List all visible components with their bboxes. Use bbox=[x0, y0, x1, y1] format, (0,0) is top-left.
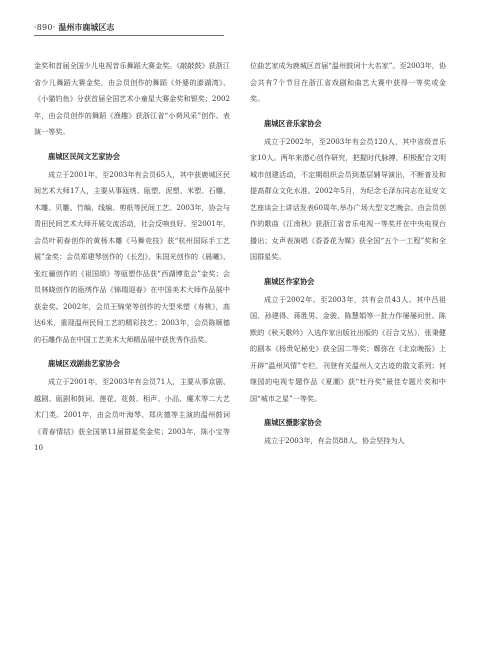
running-header bbox=[34, 15, 224, 33]
header-rule bbox=[34, 35, 224, 36]
paragraph-photographers: 成立于2003年，有会员88人。协会坚持为人 bbox=[264, 436, 405, 445]
paragraph-musicians: 成立于2002年，至2003年有会员120人，其中省级音乐家10人。两年来潜心创作研究，把握时代脉搏，积极配合文明城市创建活动，不定期组织会员到基层辅导演出，不断普及和提高群众文化水准。2002年5月，为纪念毛泽东同志在延安文艺座谈会上讲话发表60周年,举办广场大型文艺晚会。由会员创作的歌曲《江南秋》获浙江省音乐电视一等奖并在中央电视台播出；女声表演唱《香香花为媒》获全国“五个一工程”奖和全国群星奖。 bbox=[250, 136, 446, 261]
continued-paragraph: 金奖和首届全国少儿电视音乐舞蹈大赛金奖。《敲敲鼓》获浙江省少儿舞蹈大赛金奖，由会员创作的舞蹈《外婆的澎湖湾》、《小猫钓鱼》分获首届全国艺术小童星大赛金奖和银奖；2002年，由会员创作的舞蹈《渔趣》获浙江省“小荷风采”创作、表演一等奖。 bbox=[34, 61, 230, 136]
page-number: ·890· bbox=[34, 23, 56, 32]
left-column bbox=[34, 58, 230, 457]
section-heading-drama-quyi: 鹿城区戏剧曲艺家协会 bbox=[48, 359, 120, 368]
paragraph-folk-artists: 成立于2001年，至2003年有会员65人，其中获鹿城区民间艺术大师17人，主要从事瓯绣、瓯塑、泥塑、米塑、石雕、木雕、贝雕、竹编、线编、剪纸等民间工艺。2003年，协会与青田民间艺术大师开展交流活动，社会反响良好。至2001年，会员叶莉春创作的黄杨木雕《马舞竞技》获“杭州国际手工艺展”金奖；会员郑建琴创作的《长烈》、朱国光创作的《晨曦》、张红骊创作的《祖国颂》等瓯塑作品获“西湖博览会”金奖；会员林晓创作的瓯绣作品《锦瑞迎春》在中国美术大师作品展中获金奖。2002年，会员王锦荣等创作的大型米塑《寿桃》，高达6米，重现温州民间工艺的精彩技艺；2003年，会员陈顺德的石雕作品在中国工艺美术大师精品展中获优秀作品奖。 bbox=[34, 169, 230, 344]
right-column bbox=[250, 58, 446, 450]
section-heading-folk-artists: 鹿城区民间文艺家协会 bbox=[48, 151, 120, 161]
paragraph-writers: 成立于2002年。至2003年，共有会员43人。其中吕祖国、孙建得、蒋胜男、金骏、陈慧娟等一批力作屡屡问世。陈默的《秋天歌吟》入选作家出版社出版的《百合文丛》，张秉健的剧本《杨贵妃秘史》获全国二等奖；鄭弥在《北京晚报》上开辟“温州风情”专栏，刊登有关温州人文古迹的散文系列；何继园的电视专题作品《夏潮》获“牡丹奖”最佳专题片奖和中国“城市之星”一等奖。 bbox=[250, 294, 446, 403]
section-heading-musicians: 鹿城区音乐家协会 bbox=[264, 118, 322, 128]
continued-paragraph: 位曲艺家成为鹿城区首届“温州鼓词十大名家”。至2003年，协会共有7个节目在浙江省戏剧和曲艺大赛中获得一等奖或金奖。 bbox=[250, 61, 446, 103]
paragraph-drama-quyi: 成立于2001年，至2003年有会员71人，主要从事京剧、越剧、瓯剧和鼓词、莲花、花鼓、相声、小品、魔术等二大艺术门类。2001年，由会员叶海琴、郑庆德等主演的温州鼓词《青春情结》获全国第11届群星奖金奖；2003年，陈小宝等10 bbox=[34, 377, 230, 452]
book-title: 温州市鹿城区志 bbox=[58, 23, 115, 32]
section-heading-photographers: 鹿城区摄影家协会 bbox=[264, 418, 322, 427]
section-heading-writers: 鹿城区作家协会 bbox=[264, 276, 315, 286]
